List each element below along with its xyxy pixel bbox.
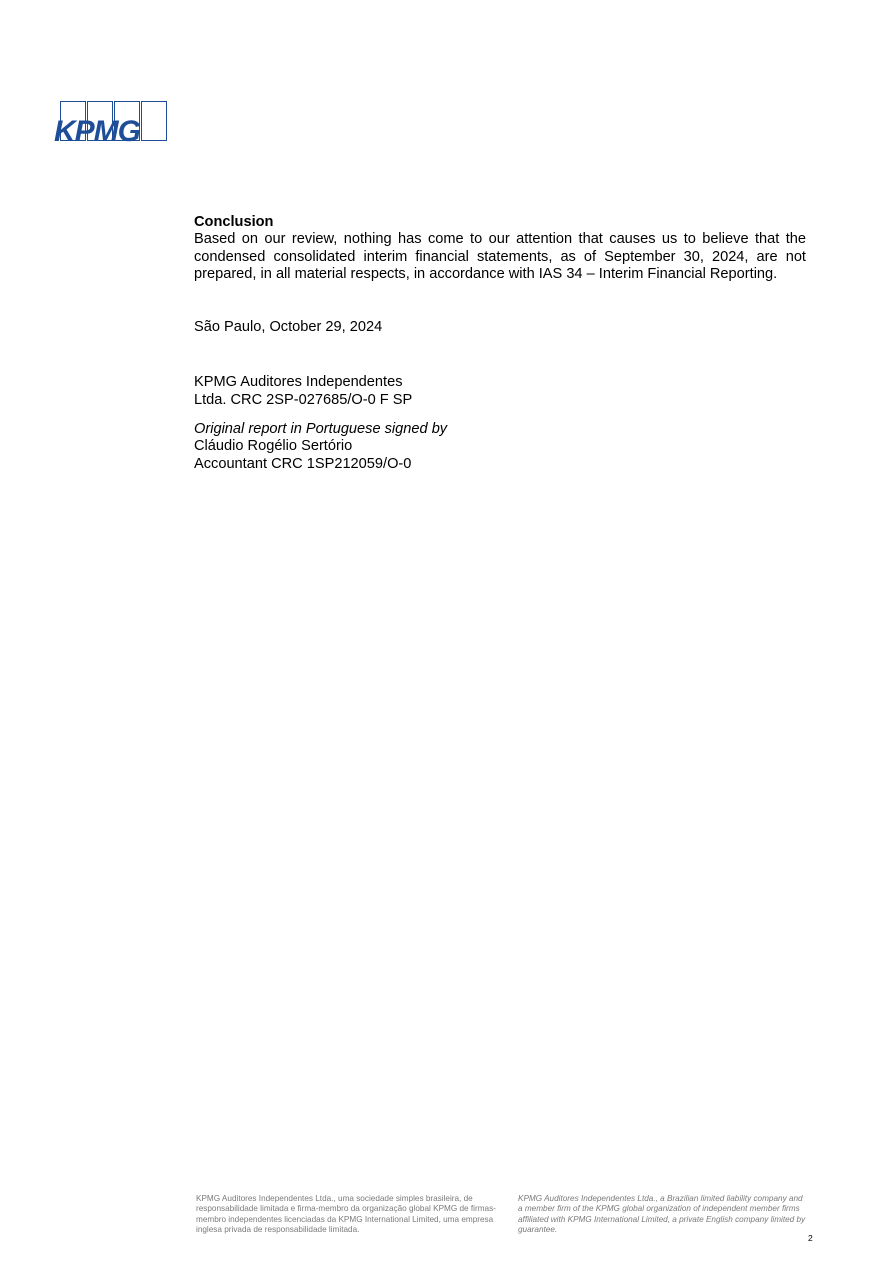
conclusion-heading: Conclusion <box>194 214 274 230</box>
firm-registration: Ltda. CRC 2SP-027685/O-0 F SP <box>194 391 413 408</box>
report-content <box>194 214 806 473</box>
firm-name: KPMG Auditores Independentes <box>194 374 403 391</box>
signatory-name: Cláudio Rogélio Sertório <box>194 438 353 455</box>
kpmg-logo <box>54 101 172 149</box>
logo-box <box>141 101 167 141</box>
signatory-credential: Accountant CRC 1SP212059/O-0 <box>194 455 412 472</box>
footer-portuguese: KPMG Auditores Independentes Ltda., uma sociedade simples brasileira, de responsabilidade limitada e firma-membro da organização global KPMG de firmas-membro independentes licenciadas da KPMG International Limited, uma empresa inglesa privada de responsabilidade limitada. <box>196 1194 496 1235</box>
conclusion-body: Based on our review, nothing has come to our attention that causes us to believe that the condensed consolidated interim financial statements, as of September 30, 2024, are not prepared, in all material respects, in accordance with IAS 34 – Interim Financial Reporting. <box>194 231 806 282</box>
page-number: 2 <box>808 1233 813 1243</box>
place-date: São Paulo, October 29, 2024 <box>194 319 383 336</box>
signature-note: Original report in Portuguese signed by <box>194 421 448 438</box>
logo-wordmark: KPMG <box>54 115 140 148</box>
footer-english: KPMG Auditores Independentes Ltda., a Brazilian limited liability company and a member firm of the KPMG global organization of independent member firms affiliated with KPMG International Limited, a private English company limited by guarantee. <box>518 1194 806 1235</box>
